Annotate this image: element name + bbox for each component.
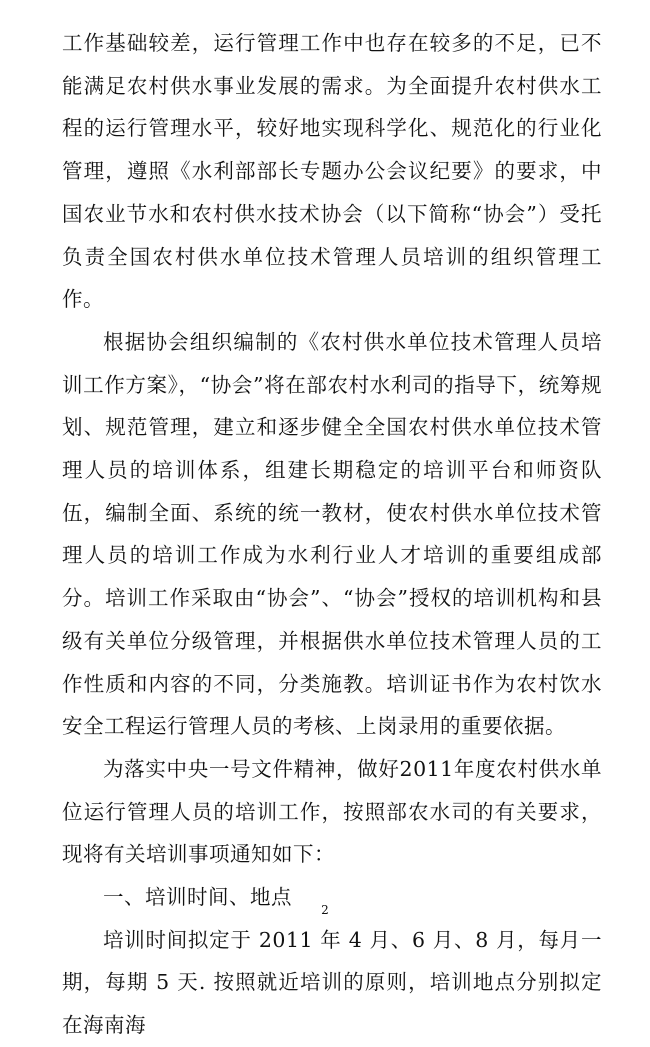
paragraph-training-time: 培训时间拟定于 2011 年 4 月、6 月、8 月，每月一期，每期 5 天. 按照就近培训的原则，培训地点分别拟定在海南海	[62, 927, 602, 1038]
section-heading-time-place: 一、培训时间、地点	[103, 885, 292, 910]
paragraph-training-plan: 根据协会组织编制的《农村供水单位技术管理人员培训工作方案》，“协会”将在部农村水利司的指导下，统筹规划、规范管理，建立和逐步健全全国农村供水单位技术管理人员的培训体系，组建长期稳定的培训平台和师资队伍，编制全面、系统的统一教材，使农村供水单位技术管理人员的培训工作成为水利行业人才培训的重要组成部分。培训工作采取由“协会”、“协会”授权的培训机构和县级有关单位分级管理，并根据供水单位技术管理人员的工作性质和内容的不同，分类施教。培训证书作为农村饮水安全工程运行管理人员的考核、上岗录用的重要依据。	[62, 329, 602, 739]
page-number: 2	[321, 903, 329, 917]
document-body	[62, 22, 602, 1047]
paragraph-continuation: 工作基础较差，运行管理工作中也存在较多的不足，已不能满足农村供水事业发展的需求。为全面提升农村供水工程的运行管理水平，较好地实现科学化、规范化的行业化管理，遵照《水利部部长专题办公会议纪要》的要求，中国农业节水和农村供水技术协会（以下简称“协会”）受托负责全国农村供水单位技术管理人员培训的组织管理工作。	[62, 31, 602, 312]
paragraph-notice-intro: 为落实中央一号文件精神，做好2011年度农村供水单位运行管理人员的培训工作，按照部农水司的有关要求，现将有关培训事项通知如下：	[62, 756, 602, 867]
